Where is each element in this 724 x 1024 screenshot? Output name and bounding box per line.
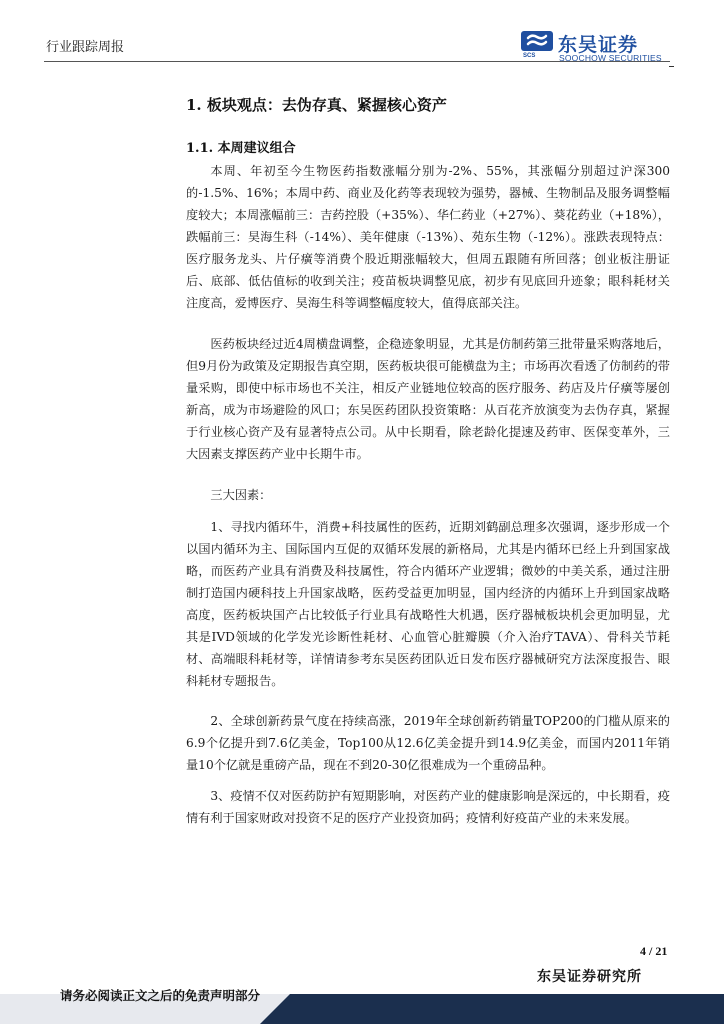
page-number: 4 / 21	[640, 944, 668, 958]
section-subtitle: 1.1. 本周建议组合	[186, 141, 296, 156]
header-divider-mark	[669, 66, 674, 67]
paragraph-factor-1: 1、寻找内循环牛，消费+科技属性的医药，近期刘鹤副总理多次强调，逐步形成一个以国内循环为主、国际国内互促的双循环发展的新格局，尤其是内循环已经上升到国家战略，而医药产业具有消费及科技属性，符合内循环产业逻辑；微妙的中美关系，通过注册制打造国内硬科技上升国家战略，医药受益更加明显，国内经济的内循环上升到国家战略高度，医药板块国产占比较低子行业具有战略性大机遇，医疗器械板块机会更加明显，尤其是IVD领域的化学发光诊断性耗材、心血管心脏瓣膜（介入治疗TAVA）、骨科关节耗材、高端眼科耗材等，详情请参考东吴医药团队近日发布医疗器械研究方法深度报告、眼科耗材专题报告。	[186, 520, 670, 688]
footer-brand: 东吴证券研究所	[537, 969, 642, 985]
paragraph-factor-2: 2、全球创新药景气度在持续高涨，2019年全球创新药销量TOP200的门槛从原来的6.9个亿提升到7.6亿美金，Top100从12.6亿美金提升到14.9亿美金，而国内2011年销量10个亿就是重磅产品，现在不到20-30亿很难成为一个重磅品种。	[186, 714, 670, 772]
paragraph-three-factors-heading: 三大因素：	[210, 488, 272, 502]
paragraph-weekly-performance: 本周、年初至今生物医药指数涨幅分别为-2%、55%，其涨幅分别超过沪深300的-1.5%、16%；本周中药、商业及化药等表现较为强势，器械、生物制品及服务调整幅度较大；本周涨幅前三：吉药控股（+35%）、华仁药业（+27%）、葵花药业（+18%），跌幅前三：昊海生科（-14%）、美年健康（-13%）、苑东生物（-12%）。涨跌表现特点：医疗服务龙头、片仔癀等消费个股近期涨幅较大，但周五跟随有所回落；创业板注册证后、底部、低估值标的收到关注；疫苗板块调整见底，初步有见底回升迹象；眼科耗材关注度高，爱博医疗、昊海生科等调整幅度较大，值得底部关注。	[186, 164, 670, 310]
logo-chinese-name: 东吴证券	[558, 34, 639, 56]
footer-disclaimer: 请务必阅读正文之后的免责声明部分	[60, 988, 261, 1003]
company-logo	[520, 30, 670, 62]
paragraph-factor-3: 3、疫情不仅对医药防护有短期影响，对医药产业的健康影响是深远的，中长期看，疫情有利于国家财政对投资不足的医疗产业投资加码；疫情利好疫苗产业的未来发展。	[186, 789, 670, 825]
paragraph-strategy: 医药板块经过近4周横盘调整，企稳迹象明显，尤其是仿制药第三批带量采购落地后，但9月份为政策及定期报告真空期，医药板块很可能横盘为主；市场再次看透了仿制药的带量采购，即使中标市场也不关注，相反产业链地位较高的医疗服务、药店及片仔癀等屡创新高，成为市场避险的风口；东吴医药团队投资策略：从百花齐放演变为去伪存真，紧握于行业核心资产及有显著特点公司。从中长期看，除老龄化提速及药审、医保变革外，三大因素支撑医药产业中长期牛市。	[186, 337, 670, 461]
section-title: 1. 板块观点：去伪存真、紧握核心资产	[186, 96, 447, 114]
header-divider	[44, 61, 670, 62]
logo-abbreviation: SCS	[523, 53, 536, 59]
report-type-label: 行业跟踪周报	[46, 40, 125, 55]
logo-english-name: SOOCHOW SECURITIES	[559, 53, 662, 63]
